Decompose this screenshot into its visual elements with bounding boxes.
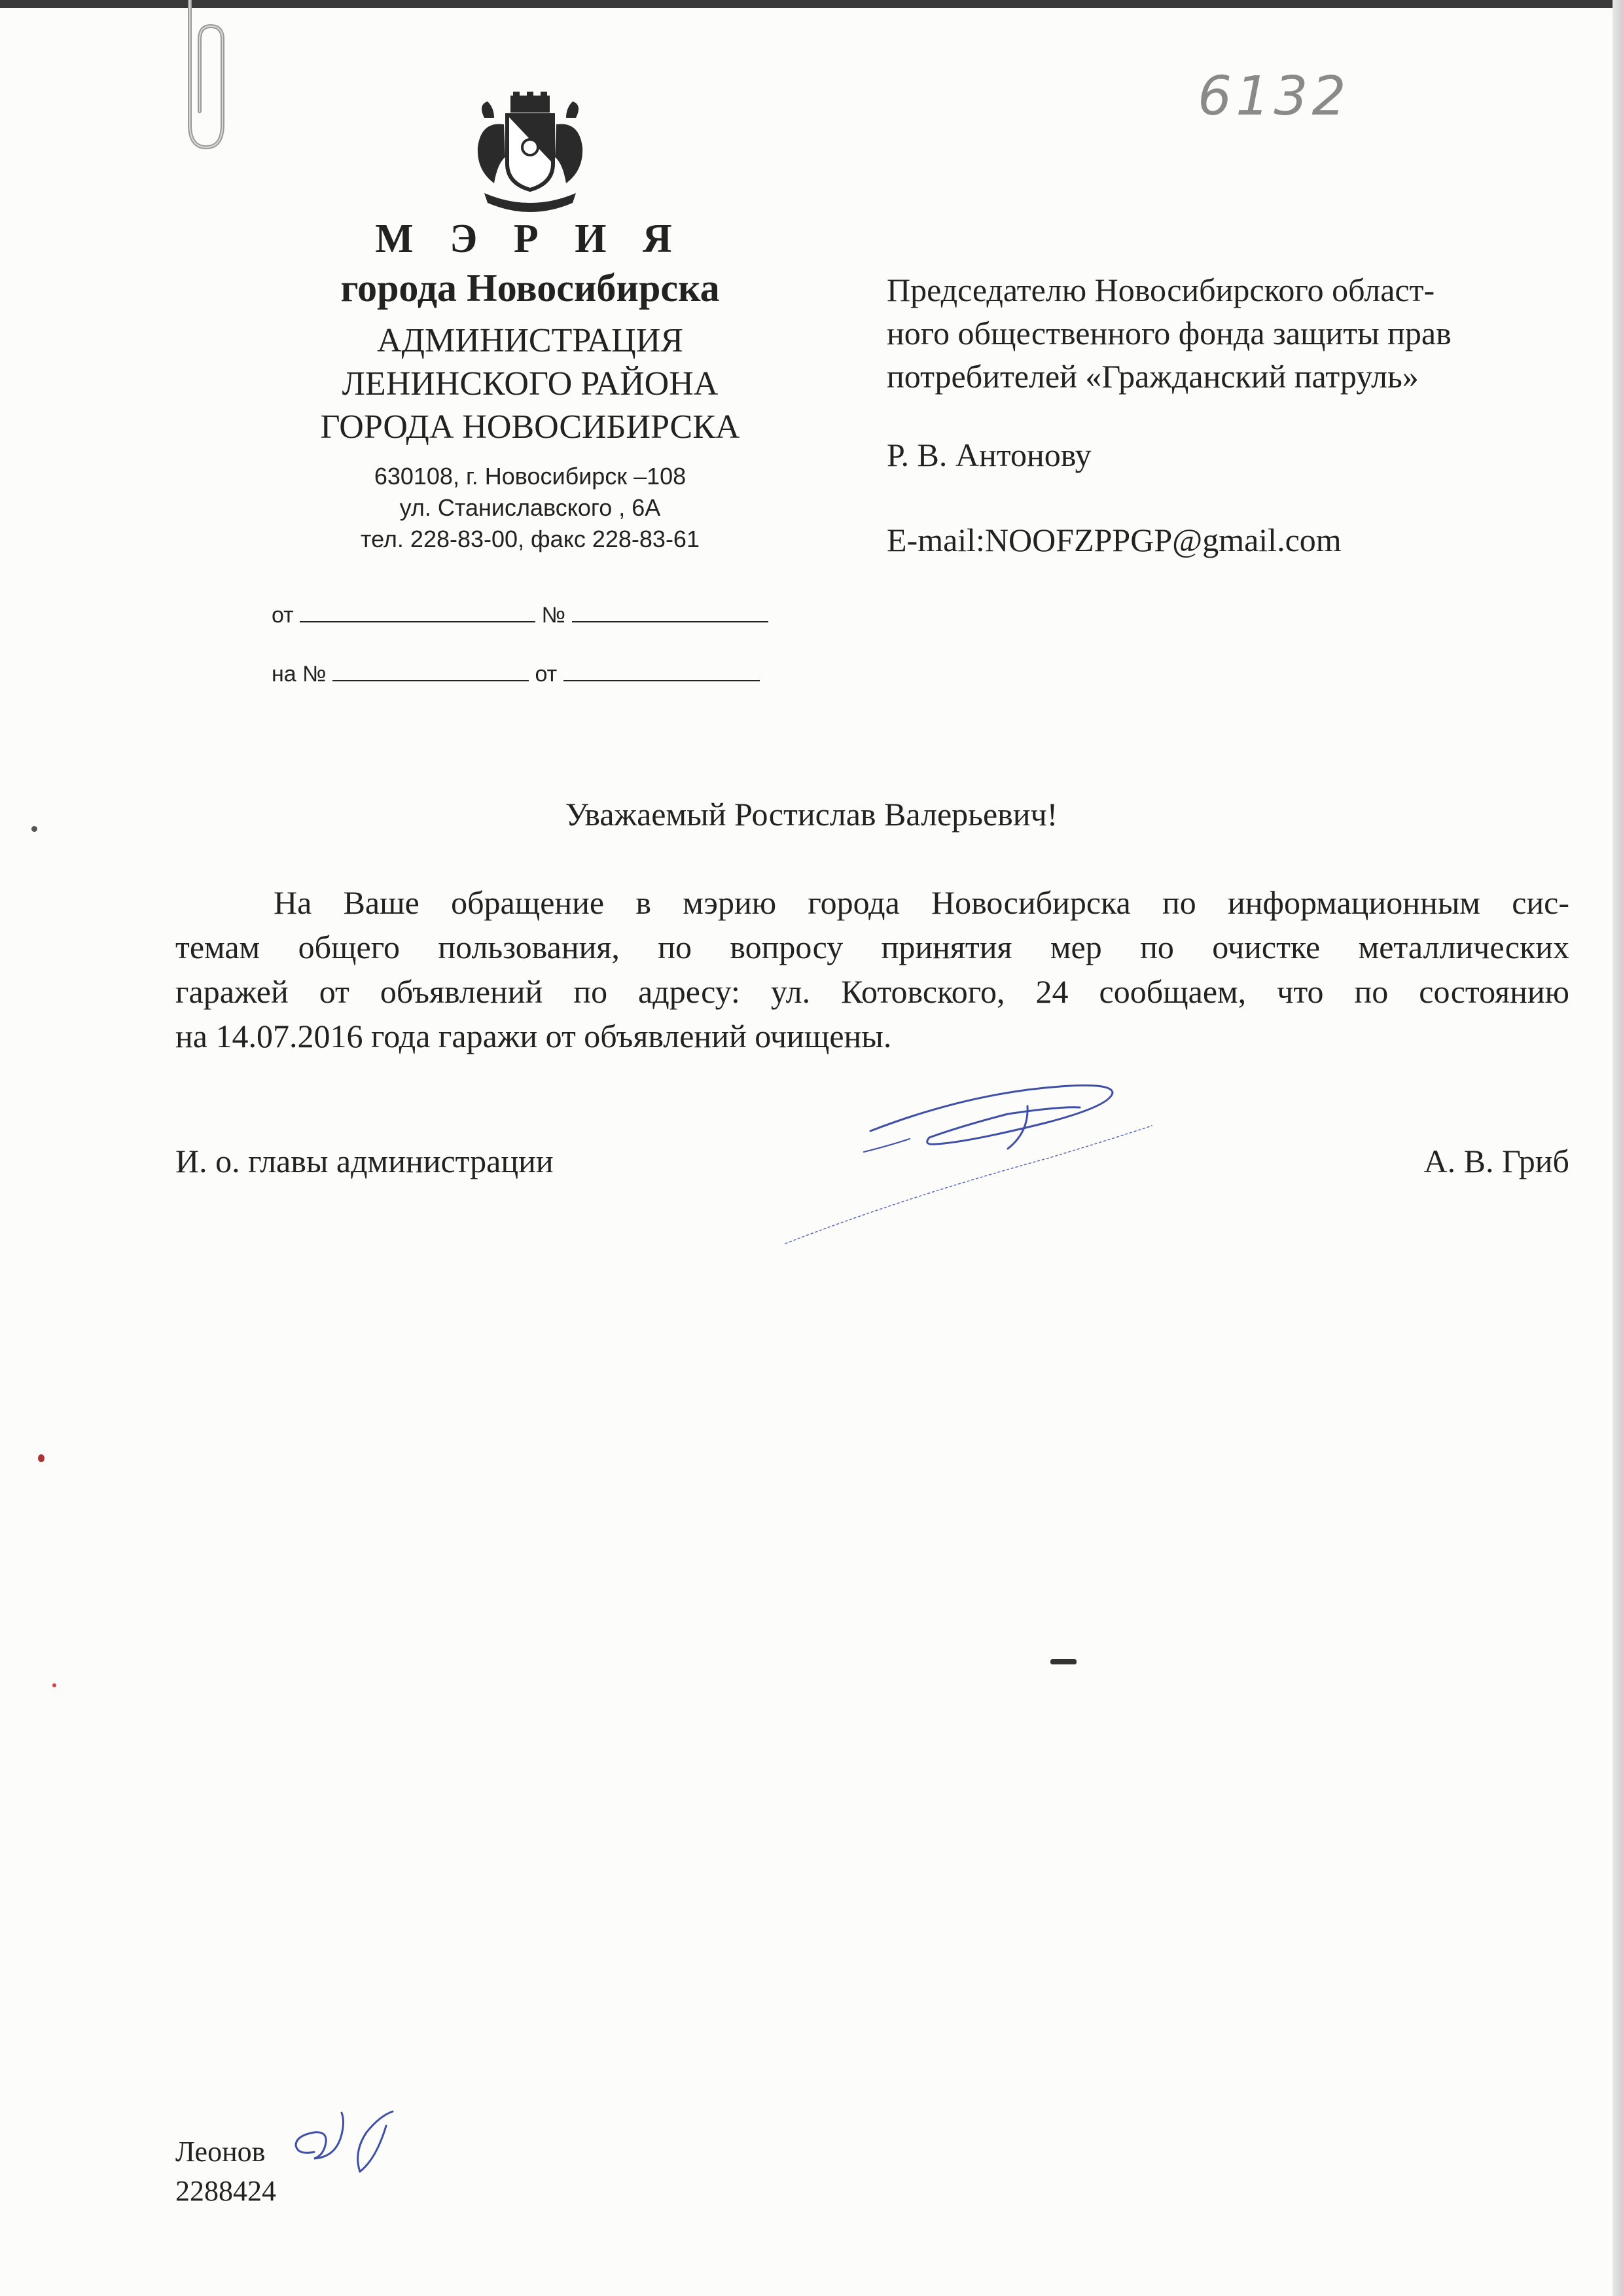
executor-info <box>175 2132 276 2211</box>
handwritten-number-text: 6132 <box>1198 65 1350 128</box>
address-line: 630108, г. Новосибирск –108 <box>374 463 687 490</box>
registration-line-outgoing <box>272 599 768 628</box>
coat-of-arms-icon <box>458 92 602 216</box>
letterhead-title: М Э Р И Я <box>375 217 685 261</box>
signatory-position: И. о. главы администрации <box>175 1143 554 1179</box>
body-line: на 14.07.2016 года гаражи от объявлений очищены. <box>175 1018 892 1054</box>
letterhead-city: города Новосибирска <box>340 266 720 310</box>
handwritten-signature <box>772 1073 1230 1257</box>
letter-body <box>175 880 1569 1058</box>
recipient-line: Председателю Новосибирского област- <box>887 272 1435 308</box>
signatory-name: А. В. Гриб <box>1423 1143 1569 1179</box>
greeting: Уважаемый Ростислав Валерьевич! <box>565 796 1058 833</box>
registration-line-reference <box>272 658 760 687</box>
handwritten-incoming-number <box>1198 65 1414 137</box>
address-line: тел. 228-83-00, факс 228-83-61 <box>361 526 700 552</box>
ref-date-blank <box>563 658 760 681</box>
recipient-line: потребителей «Гражданский патруль» <box>887 358 1419 395</box>
scan-speck <box>38 1454 45 1462</box>
executor-name: Леонов <box>175 2136 266 2168</box>
executor-phone: 2288424 <box>175 2175 276 2207</box>
ref-number-label: на № <box>272 662 327 687</box>
letterhead <box>249 216 812 555</box>
letterhead-administration <box>249 319 812 449</box>
recipient-line: ного общественного фонда защиты прав <box>887 315 1452 351</box>
scan-speck <box>52 1683 56 1687</box>
body-line: темам общего пользования, по вопросу принятия мер по очистке металлических <box>175 929 1569 965</box>
number-label: № <box>541 603 566 628</box>
date-blank <box>300 599 535 622</box>
paperclip-icon <box>170 0 236 157</box>
scan-top-edge <box>0 0 1623 8</box>
recipient-title <box>887 268 1567 398</box>
address-line: ул. Станиславского , 6А <box>399 494 661 521</box>
ref-from-label: от <box>535 662 558 687</box>
from-label: от <box>272 603 294 628</box>
admin-line: ЛЕНИНСКОГО РАЙОНА <box>342 365 719 403</box>
recipient-block <box>887 268 1567 562</box>
recipient-email: E-mail:NOOFZPPGP@gmail.com <box>887 522 1342 558</box>
scan-right-edge <box>1613 0 1623 2296</box>
recipient-name: Р. В. Антонову <box>887 437 1092 473</box>
admin-line: ГОРОДА НОВОСИБИРСКА <box>320 408 740 446</box>
body-line: гаражей от объявлений по адресу: ул. Котовского, 24 сообщаем, что по состоянию <box>175 973 1569 1010</box>
body-line: На Ваше обращение в мэрию города Новосибирска по информационным сис- <box>274 884 1569 921</box>
letterhead-address <box>249 461 812 555</box>
number-blank <box>572 599 768 622</box>
admin-line: АДМИНИСТРАЦИЯ <box>377 322 683 359</box>
scan-speck <box>1050 1659 1077 1664</box>
executor-initials-signature <box>288 2106 419 2185</box>
ref-number-blank <box>332 658 529 681</box>
scan-speck <box>31 826 37 832</box>
